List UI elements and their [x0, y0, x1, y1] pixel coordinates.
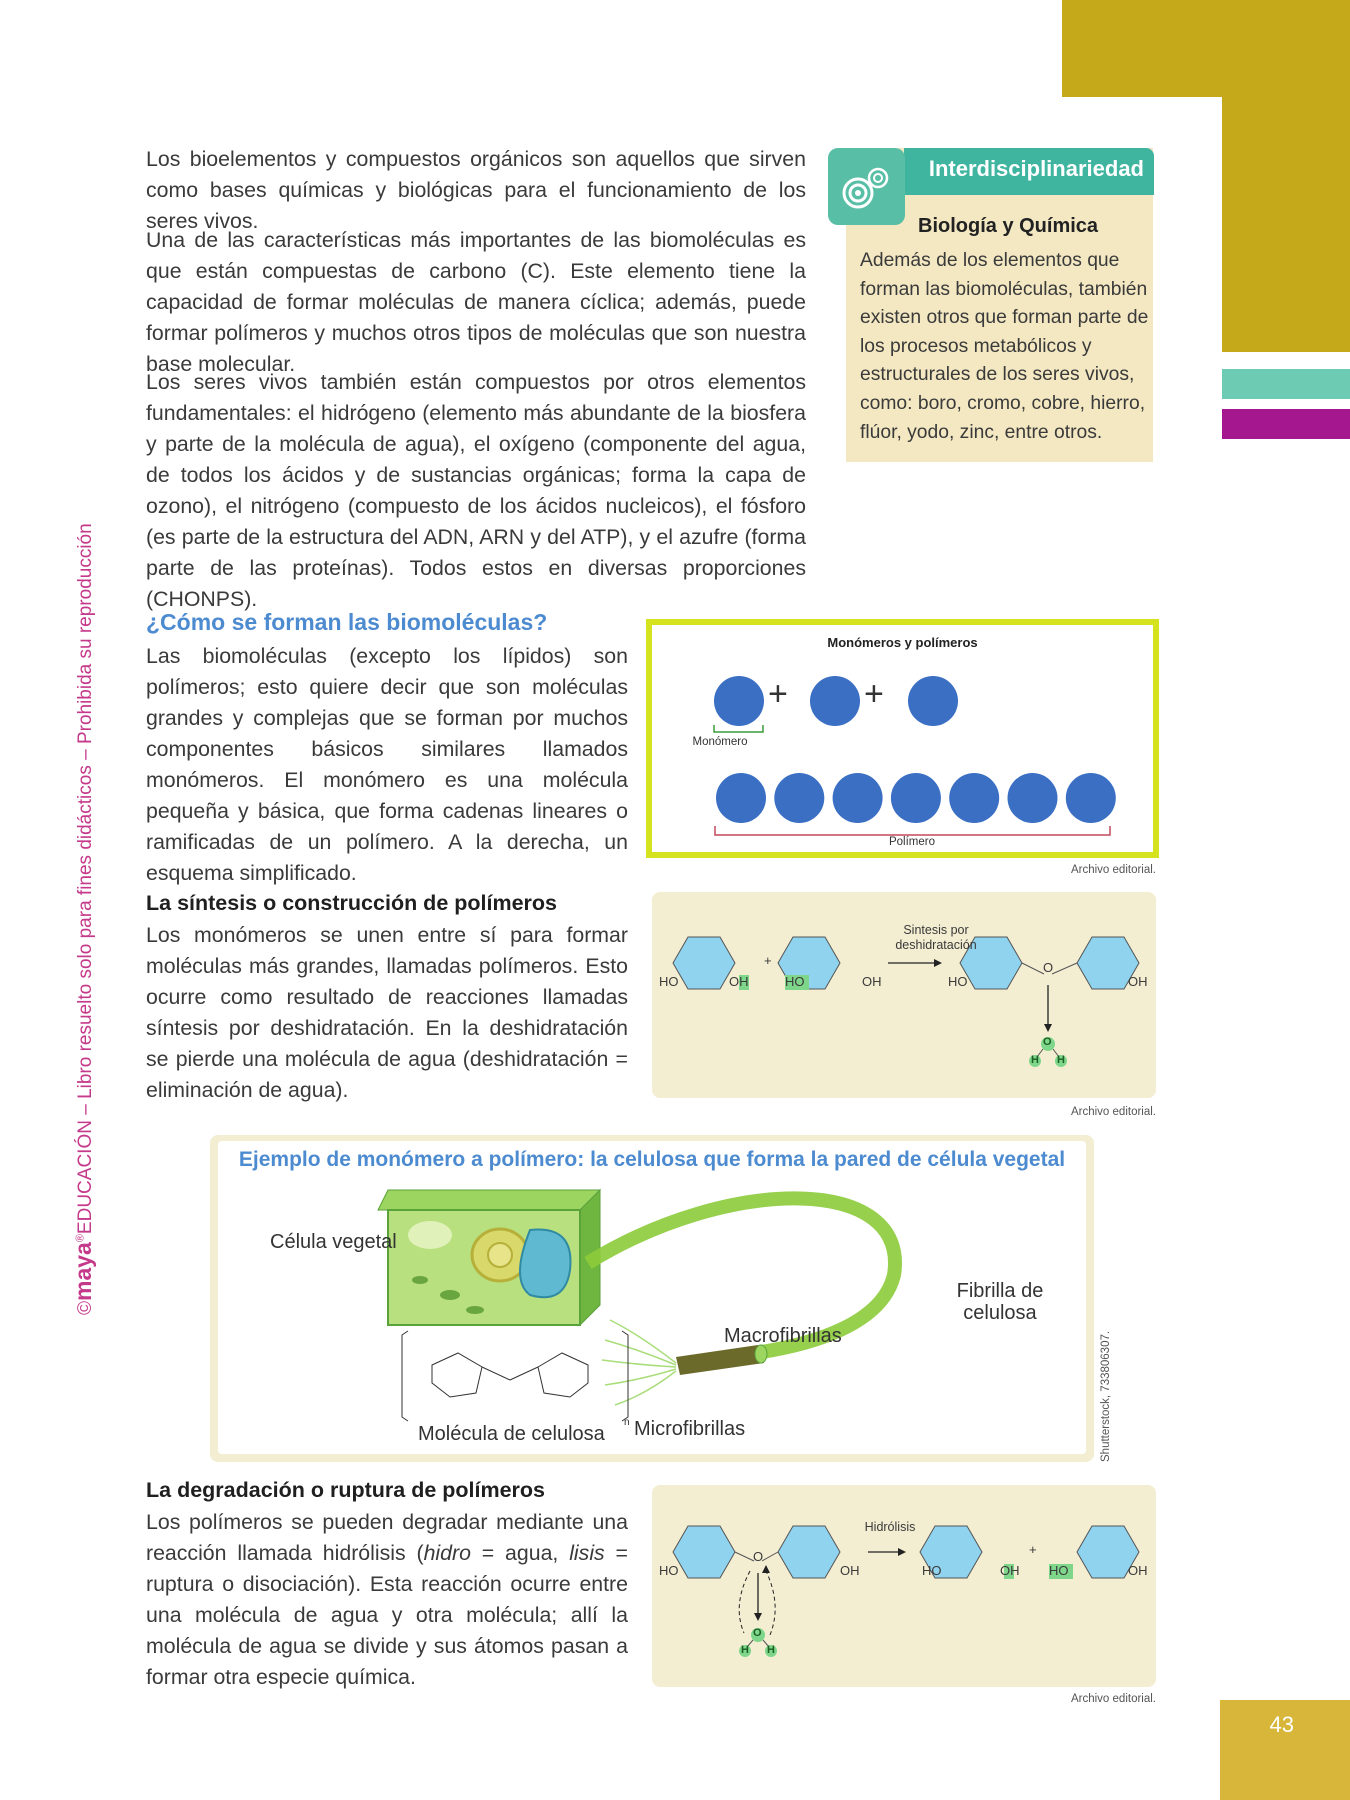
- polymer-circle: [1008, 773, 1058, 823]
- polymer-circle: [1066, 773, 1116, 823]
- plus-sign: +: [1029, 1542, 1037, 1557]
- synthesis-arrow-label: [878, 923, 994, 953]
- page-number: 43: [1269, 1712, 1294, 1737]
- plus-sign-1: +: [768, 675, 788, 713]
- water-o-label: O: [1043, 1036, 1052, 1048]
- degradation-text: [146, 1507, 628, 1693]
- plus-sign-2: +: [864, 675, 884, 713]
- oh-label-3: OH: [1128, 974, 1148, 989]
- intro-paragraph-2: Una de las características más importantes de las biomoléculas es que están compuestas de carbono (C). Este elemento tiene la capacidad de formar moléculas de manera cíclica; además, puede formar polímeros y muchos otros tipos de moléculas que son nuestra base molecular.: [146, 228, 806, 376]
- formation-text: Las biomoléculas (excepto los lípidos) son polímeros; esto quiere decir que son moléculas grandes y complejas que se forman por muchos componentes básicos similares llamados monómeros. El monómero es una molécula pequeña y básica, que forma cadenas lineares o ramificadas de un polímero. A la derecha, un esquema simplificado.: [146, 644, 628, 885]
- fibril-label-1: Fibrilla de: [956, 1280, 1044, 1302]
- synthesis-arrow-label-2: deshidratación: [895, 938, 977, 952]
- polymer-circle: [774, 773, 824, 823]
- monomer-circle: [714, 676, 764, 726]
- monomer-label: Monómero: [692, 736, 748, 748]
- polymer-bracket: [715, 826, 1110, 835]
- brand-logo-text: maya: [70, 1242, 96, 1301]
- o-label: O: [753, 1549, 764, 1564]
- fibril-label: [940, 1280, 1060, 1324]
- dashed-arrow-right: [766, 1571, 775, 1635]
- registered-mark: ®: [74, 1234, 87, 1243]
- cellulose-title: Ejemplo de monómero a polímero: la celulosa que forma la pared de célula vegetal: [238, 1148, 1066, 1171]
- sidebar-text: EDUCACIÓN – Libro resuelto solo para fines didácticos – Prohibida su reproducción: [75, 523, 96, 1235]
- macrofibril: [676, 1345, 764, 1375]
- monomer-circle: [908, 676, 958, 726]
- degradation-heading: La degradación o ruptura de polímeros: [146, 1478, 546, 1502]
- polymer-circle: [716, 773, 766, 823]
- copyright-symbol: ©: [75, 1301, 96, 1315]
- hydrolysis-arrow-label: Hidrólisis: [864, 1520, 916, 1534]
- oh-label-1: OH: [840, 1563, 860, 1578]
- intro-paragraph-1: Los bioelementos y compuestos orgánicos son aquellos que sirven como bases químicas y biológicas para el funcionamiento de los seres vivos.: [146, 147, 806, 233]
- degradation-lisis: lisis: [569, 1541, 605, 1565]
- macrofibril-label: Macrofibrillas: [724, 1325, 842, 1347]
- synthesis-arrow-label-1: Sintesis por: [903, 923, 969, 937]
- degradation-text-3: = ruptura o disociación). Esta reacción ocurre entre una molécula de agua y otra molécula; allí la molécula de agua se divide y sus átomos pasan a formar otra especie química.: [146, 1541, 628, 1689]
- water-h-label-1: H: [1031, 1054, 1039, 1066]
- decor-magenta-tab: [1222, 409, 1350, 439]
- oh-label-1: OH: [729, 974, 749, 989]
- hydrolysis-diagram: [652, 1485, 1156, 1687]
- degradation-text-2: = agua,: [470, 1541, 570, 1565]
- water-h-label-2: H: [1057, 1054, 1065, 1066]
- hexagon-2: [778, 1526, 840, 1578]
- polymer-circle: [833, 773, 883, 823]
- plant-cell-illustration: [378, 1190, 600, 1325]
- fibril-label-2: celulosa: [963, 1302, 1037, 1324]
- decor-gold-top: [1062, 0, 1350, 97]
- polymer-label: Polímero: [888, 836, 936, 848]
- interdisciplinary-header: Interdisciplinariedad: [928, 156, 1144, 181]
- ho-label-1: HO: [659, 974, 679, 989]
- copyright-sidebar: [70, 523, 97, 1315]
- oh-label-3: OH: [1128, 1563, 1148, 1578]
- ho-label-2: HO: [785, 974, 805, 989]
- ho-label-2: HO: [922, 1563, 942, 1578]
- formation-heading: ¿Cómo se forman las biomoléculas?: [146, 609, 548, 635]
- degradation-text-1: Los polímeros se pueden degradar mediante una reacción llamada hidrólisis (: [146, 1510, 628, 1565]
- interdisciplinary-text: Además de los elementos que forman las biomoléculas, también existen otros que forman parte de los procesos metabólicos y estructurales de los seres vivos, como: boro, cromo, cobre, hierro, flúor, yodo, zinc, entre otros.: [860, 250, 1149, 443]
- water-h-label-2: H: [767, 1644, 775, 1656]
- hexagon-1: [673, 937, 735, 989]
- decor-gold-side: [1222, 97, 1350, 352]
- monomer-diagram-credit: Archivo editorial.: [1070, 864, 1156, 876]
- monomer-diagram: [646, 619, 1159, 858]
- decor-teal-tab: [1222, 369, 1350, 399]
- cellulose-molecule-label: Molécula de celulosa: [418, 1423, 605, 1445]
- hydrolysis-diagram-credit: Archivo editorial.: [1070, 1693, 1156, 1705]
- plus-sign: +: [764, 953, 772, 968]
- polymer-circle: [949, 773, 999, 823]
- cellulose-credit: Shutterstock, 733806307.: [1100, 1330, 1112, 1462]
- ho-label-1: HO: [659, 1563, 679, 1578]
- dashed-arrow-left: [739, 1571, 750, 1633]
- synthesis-arrowhead: [934, 959, 942, 967]
- monomer-bracket: [714, 725, 763, 732]
- cellulose-panel: [210, 1135, 1094, 1462]
- monomer-diagram-title: Monómeros y polímeros: [827, 635, 978, 650]
- microfibril-label: Microfibrillas: [634, 1418, 746, 1440]
- interdisciplinary-title: Biología y Química: [918, 215, 1099, 237]
- o-label: O: [1043, 960, 1054, 975]
- synthesis-diagram: [652, 892, 1156, 1098]
- monomer-circle: [810, 676, 860, 726]
- polymer-circle: [891, 773, 941, 823]
- ho-label-3: HO: [948, 974, 968, 989]
- hexagon-1: [673, 1526, 735, 1578]
- synthesis-text: Los monómeros se unen entre sí para formar moléculas más grandes, llamadas polímeros. Esto ocurre como resultado de reacciones llamadas síntesis por deshidratación. En la deshidratación se pierde una molécula de agua (deshidratación = eliminación de agua).: [146, 923, 628, 1102]
- microfibrils: [602, 1320, 676, 1405]
- polymer-n-label: n: [624, 1417, 630, 1428]
- water-o-label: O: [753, 1627, 762, 1639]
- water-h-label-1: H: [741, 1644, 749, 1656]
- cellulose-molecule: [402, 1331, 628, 1421]
- interdisciplinary-icon: [828, 148, 905, 225]
- oh-label-2: OH: [1000, 1563, 1020, 1578]
- synthesis-heading: La síntesis o construcción de polímeros: [146, 891, 557, 915]
- degradation-hidro: hidro: [423, 1541, 471, 1565]
- synthesis-diagram-credit: Archivo editorial.: [1070, 1106, 1156, 1118]
- ho-label-3: HO: [1049, 1563, 1069, 1578]
- plant-cell-label: Célula vegetal: [270, 1231, 397, 1253]
- oh-label-2: OH: [862, 974, 882, 989]
- intro-paragraph-3: Los seres vivos también están compuestos por otros elementos fundamentales: el hidrógeno (elemento más abundante de la biosfera y parte de la molécula de agua), el oxígeno (componente del agua, de todos los ácidos y de sustancias orgánicas; forma la capa de ozono), el nitrógeno (compuesto de los ácidos nucleicos), el fósforo (es parte de la estructura del ADN, ARN y del ATP), y el azufre (forma parte de las proteínas). Todos estos en diversas proporciones (CHONPS).: [146, 370, 806, 611]
